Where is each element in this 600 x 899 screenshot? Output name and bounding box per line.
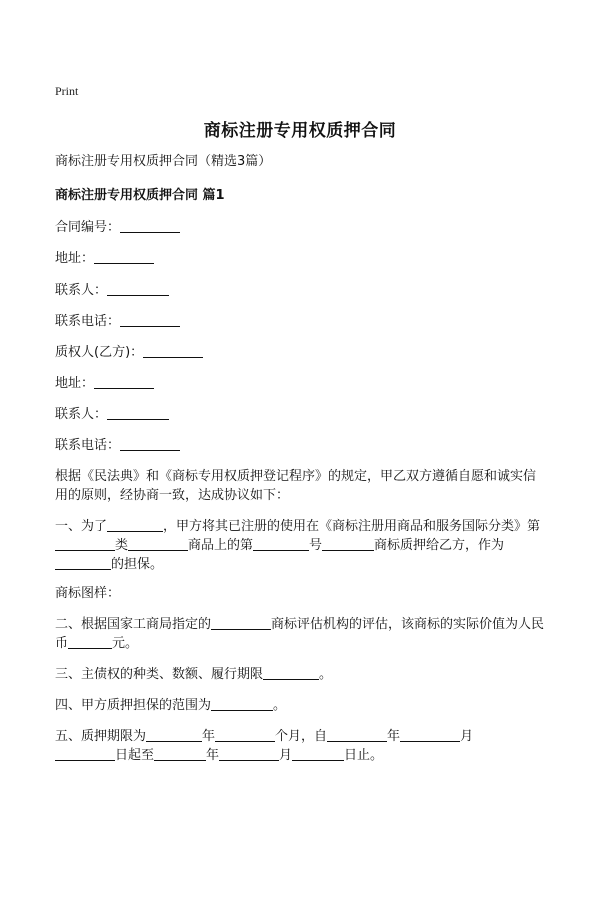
field-contact-party-a bbox=[55, 281, 555, 300]
clause-text: 日止。 bbox=[344, 748, 384, 763]
clause-text: 二、根据国家工商局指定的 bbox=[55, 617, 212, 632]
field-label: 质权人(乙方)： bbox=[55, 345, 144, 360]
clause-text: 月 bbox=[279, 748, 293, 763]
fill-blank bbox=[143, 344, 203, 358]
fill-blank bbox=[55, 747, 115, 761]
clause-text: 商标质押给乙方，作为 bbox=[374, 538, 505, 553]
field-label: 联系人： bbox=[55, 283, 108, 298]
fill-blank bbox=[120, 313, 180, 327]
print-link[interactable]: Print bbox=[55, 84, 79, 98]
field-contract-number bbox=[55, 218, 555, 237]
intro-paragraph: 根据《民法典》和《商标专用权质押登记程序》的规定，甲乙双方遵循自愿和诚实信用的原则，经协商一致，达成协议如下： bbox=[55, 469, 537, 503]
fill-blank bbox=[263, 666, 319, 680]
clause-text: 。 bbox=[273, 698, 287, 713]
fill-blank bbox=[128, 537, 188, 551]
fill-blank bbox=[292, 747, 344, 761]
clause-text: ，甲方将其已注册的使用在《商标注册用商品和服务国际分类》第 bbox=[163, 519, 541, 534]
fill-blank bbox=[253, 537, 309, 551]
clause-text: 一、为了 bbox=[55, 519, 108, 534]
clause-text: 商品上的第 bbox=[188, 538, 254, 553]
field-address-party-a bbox=[55, 249, 555, 268]
fill-blank bbox=[219, 747, 279, 761]
clause-text: 类 bbox=[115, 538, 129, 553]
document-subtitle: 商标注册专用权质押合同（精选3篇） bbox=[55, 154, 272, 169]
fill-blank bbox=[211, 697, 273, 711]
fill-blank bbox=[107, 406, 169, 420]
clause-text: 四、甲方质押担保的范围为 bbox=[55, 698, 212, 713]
field-phone-party-b bbox=[55, 436, 555, 455]
clause-text: 日起至 bbox=[115, 748, 155, 763]
field-address-party-b bbox=[55, 374, 555, 393]
fill-blank bbox=[400, 728, 460, 742]
field-contact-party-b bbox=[55, 405, 555, 424]
clause-2 bbox=[55, 615, 547, 653]
section-heading: 商标注册专用权质押合同 篇1 bbox=[55, 188, 225, 203]
fill-blank bbox=[94, 375, 154, 389]
fill-blank bbox=[327, 728, 387, 742]
fill-blank bbox=[211, 616, 271, 630]
fill-blank bbox=[120, 437, 180, 451]
field-label: 联系电话： bbox=[55, 438, 121, 453]
fill-blank bbox=[94, 250, 154, 264]
field-pledgee bbox=[55, 343, 555, 362]
fill-blank bbox=[120, 219, 180, 233]
fill-blank bbox=[107, 282, 169, 296]
clause-text: 五、质押期限为 bbox=[55, 729, 147, 744]
clause-text: 三、主债权的种类、数额、履行期限 bbox=[55, 667, 264, 682]
clause-text: 的担保。 bbox=[111, 557, 164, 572]
clause-text: 年 bbox=[206, 748, 220, 763]
field-label: 联系人： bbox=[55, 407, 108, 422]
fill-blank bbox=[215, 728, 275, 742]
fill-blank bbox=[68, 635, 112, 649]
field-phone-party-a bbox=[55, 312, 555, 331]
clause-4 bbox=[55, 696, 555, 715]
fill-blank bbox=[146, 728, 202, 742]
clause-text: 号 bbox=[309, 538, 323, 553]
fill-blank bbox=[55, 537, 115, 551]
clause-3 bbox=[55, 665, 555, 684]
clause-1 bbox=[55, 517, 547, 574]
clause-5 bbox=[55, 727, 547, 765]
field-label: 合同编号： bbox=[55, 220, 121, 235]
clause-text: 商标评估机构的评估，该商标的实际价值为人民币 bbox=[55, 617, 545, 651]
fill-blank bbox=[154, 747, 206, 761]
document-title: 商标注册专用权质押合同 bbox=[203, 121, 397, 141]
field-label: 地址： bbox=[55, 251, 95, 266]
clause-text: 个月，自 bbox=[275, 729, 328, 744]
clause-text: 年 bbox=[202, 729, 216, 744]
fill-blank bbox=[322, 537, 374, 551]
fill-blank bbox=[107, 518, 163, 532]
clause-text: 月 bbox=[460, 729, 474, 744]
field-label: 联系电话： bbox=[55, 314, 121, 329]
clause-text: 。 bbox=[319, 667, 333, 682]
fill-blank bbox=[55, 556, 111, 570]
field-label: 地址： bbox=[55, 376, 95, 391]
clause-text: 元。 bbox=[112, 636, 139, 651]
clause-text: 年 bbox=[387, 729, 401, 744]
trademark-image-label: 商标图样： bbox=[55, 586, 121, 601]
